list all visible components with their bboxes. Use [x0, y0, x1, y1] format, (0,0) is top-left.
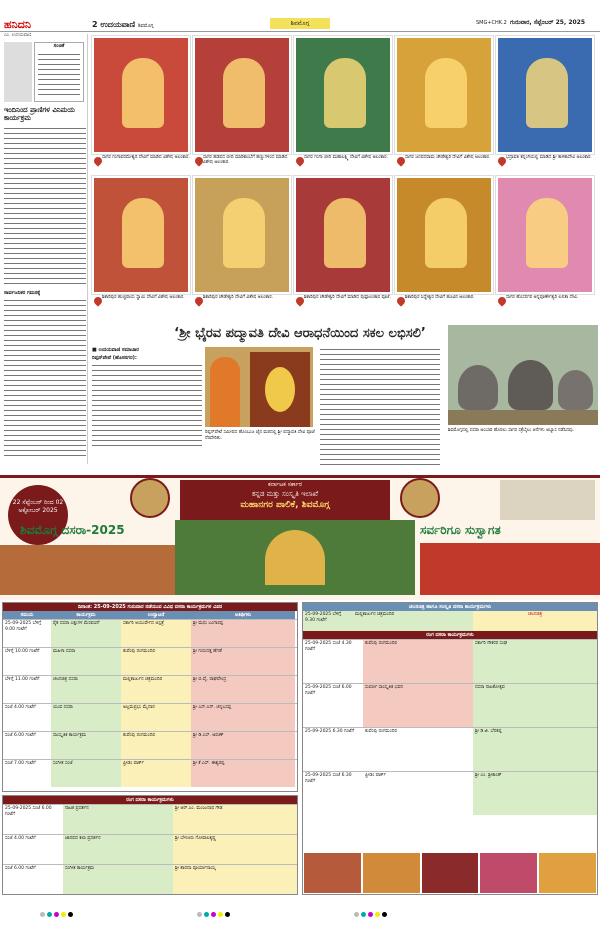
table-cell: ಕುವೆಂಪು ರಂಗಮಂದಿರ: [363, 640, 473, 683]
table-cell: ಮಲ್ಲಿಕಾರ್ಜುನ ಚಿತ್ರಮಂದಿರ: [121, 676, 191, 703]
article-text-2: [320, 347, 440, 465]
photo-caption: ಶಿಕಾರಿಪುರ ಚೌಡೇಶ್ವರಿ ದೇವಿಗೆ ಮಾಡಿದ ಪುಷ್ಪಾಲಂಕಾರ ಪೂಜೆ.: [304, 295, 391, 300]
table-cell: ಶ್ರೀ ಬೇಳೂರು ಗೋಪಾಲಕೃಷ್ಣ: [173, 835, 297, 864]
table-right-body: [303, 639, 597, 815]
table-row: [3, 675, 297, 703]
table-cell: ಸಾಂಸ್ಕೃತಿಕ ಕಾರ್ಯಕ್ರಮ: [51, 732, 121, 759]
photo-caption: ಸಾಗರ ಜನಪದರಾಮ ಚೌಡೇಶ್ವರಿ ದೇವಿಗೆ ವಿಶೇಷ ಅಲಂಕಾರ.: [405, 155, 491, 160]
table-cell: 25-09-2025 6.30 ಗಂಟೆಗೆ: [303, 728, 363, 771]
table-row: [3, 647, 297, 675]
table-header-cell: ಕಾರ್ಯಕ್ರಮ: [51, 611, 121, 619]
table-header-cell: ಸಮಯ: [3, 611, 51, 619]
brand-subtitle: ಎಂ. ಉದಯವಾಣಿ: [4, 33, 32, 38]
photo-caption: ಸಾಗರ ಹಡಪದ ಬೀದಿ ಮಾರಿಕಾಂಬೆಗೆ ಹಣ್ಣುಗಳಿಂದ ಮಾಡಿದ ವಿಶೇಷ ಅಲಂಕಾರ.: [203, 155, 288, 165]
article-column-1: [92, 347, 202, 448]
table-row: [303, 727, 597, 771]
deity-photo: [92, 176, 190, 294]
table-cell: ಶ್ರೀ ಗುರುದತ್ತ ಹೆಗಡೆ: [191, 648, 295, 675]
table-cell: ಶ್ರೀ ಡಿ.ಎಸ್. ಅರುಣ್: [191, 732, 295, 759]
events-table-left: [2, 602, 298, 792]
location-tag: ಶಿವಮೊಗ್ಗ: [270, 18, 330, 29]
photo-caption: ಶಿಕಾರಿಪುರ ಚೌಡೇಶ್ವರಿ ದೇವಿಗೆ ವಿಶೇಷ ಅಲಂಕಾರ.: [203, 295, 274, 300]
table-cell: ಶ್ರೀ ಶಾರದಾ ಪೂರ್ಯಾನಾಯ್ಕ: [173, 865, 297, 894]
left-section-title: ಇಂದಿನಿಂದ ಪ್ರಾಣಿಗಳ ವಿನಿಮಯ ಕಾರ್ಯಕ್ರಮ: [4, 106, 75, 122]
article-byline: ■ ಉದಯವಾಣಿ ಸಮಾಚಾರ: [92, 347, 139, 353]
sidebar-box-label: ಸಂಚಿಕೆ: [53, 43, 65, 49]
notice-text: [4, 298, 86, 458]
deity-photo: [496, 176, 594, 294]
deity-photo: [395, 36, 493, 154]
table-cell: ಸಂಜೆ 4.00 ಗಂಟೆಗೆ: [3, 835, 63, 864]
table-row: [3, 834, 297, 864]
table-cell: ಬೆಳಿಗ್ಗೆ 10.00 ಗಂಟೆಗೆ: [3, 648, 51, 675]
table-row: [3, 703, 297, 731]
table-left2-title: ರಂಗ ದಸರಾ ಕಾರ್ಯಕ್ರಮಗಳು: [3, 796, 297, 804]
table-row: [3, 619, 297, 647]
banner-photo-left: [0, 545, 175, 595]
table-right-photos: [303, 852, 597, 894]
page-number-line: [92, 20, 154, 30]
table-cell: ದಸರಾ ನಾಟಕೋತ್ಸವ: [473, 684, 597, 727]
table-right-subtitle: ರಂಗ ದಸರಾ ಕಾರ್ಯಕ್ರಮಗಳು: [303, 631, 597, 639]
photo-caption: ಸಾಗರ ಗಂಗಾಪರಮೇಶ್ವರಿ ದೇವಿಗೆ ಮಾಡಿದ ವಿಶೇಷ ಅಲಂಕಾರ.: [102, 155, 190, 160]
deity-photo: [496, 36, 594, 154]
article-text-1: [92, 363, 202, 448]
table-cell: 25-09-2025 ಸಂಜೆ 6.00 ಗಂಟೆಗೆ: [3, 805, 63, 834]
table-row: [3, 804, 297, 834]
table-cell: 25-09-2025 ಬೆಳಿಗ್ಗೆ 9.00 ಗಂಟೆಗೆ: [3, 620, 51, 647]
table-cell: ಜಾನಪದ ಕಲಾ ಪ್ರದರ್ಶನ: [63, 835, 173, 864]
table-header-cell: ಉದ್ಘಾಟನೆ: [121, 611, 191, 619]
table-left-header: [3, 611, 297, 619]
table-right-film-row: [303, 611, 597, 631]
table-row: [3, 759, 297, 787]
banner-welcome: ಸರ್ವರಿಗೂ ಸುಸ್ವಾಗತ: [420, 523, 501, 537]
page-header: [0, 0, 600, 38]
sidebar-box-text: [38, 52, 80, 97]
edition-code: SMG+CHK.2: [476, 20, 507, 26]
elephant-photo: [448, 325, 598, 425]
print-registration-marks: [40, 912, 600, 920]
paper-name: ಉದಯವಾಣಿ: [100, 20, 136, 29]
article-photo-caption: ರಿಪ್ಪನ್‌ಪೇಟೆ ಸಮೀಪದ ಹೊಂಬುಜ ಜೈನ ಮಠದಲ್ಲಿ ಶ್ರೀ ಪದ್ಮಾವತಿ ದೇವಿ ಪೂಜೆ ನೆರವೇರಿತು.: [205, 430, 315, 441]
table-cell: ಸಂಜೆ 6.00 ಗಂಟೆಗೆ: [3, 865, 63, 894]
table-cell: ಸಂಗೀತ ಸಂಜೆ: [51, 760, 121, 787]
deity-photo: [193, 176, 291, 294]
table-cell: 25-09-2025 ಸಂಜೆ 4.30 ಗಂಟೆಗೆ: [303, 640, 363, 683]
film-tag: ಚಲನಚಿತ್ರ: [473, 611, 597, 631]
article-headline: ‘ಶ್ರೀ ಭೈರವ ಪದ್ಮಾವತಿ ದೇವಿ ಆರಾಧನೆಯಿಂದ ಸಕಲ ಲಭಿಸಲಿ’: [174, 326, 426, 341]
table-cell: ರೈತ ದಸರಾ ಎತ್ತುಗಳ ಮೆರವಣಿಗೆ: [51, 620, 121, 647]
table-cell: ಶ್ರೀ ಆರ್.ಎಂ. ಮಂಜುನಾಥ ಗೌಡ: [173, 805, 297, 834]
article-dateline: ರಿಪ್ಪನ್‌ಪೇಟೆ (ಹೊಸನಗರ):: [92, 355, 137, 361]
paper-edition: ಶಿವಮೊಗ್ಗ: [137, 23, 154, 29]
table-cell: ಸಂಜೆ 7.00 ಗಂಟೆಗೆ: [3, 760, 51, 787]
table-cell: ಶ್ರೀ ಕೆ.ಎಸ್. ಈಶ್ವರಪ್ಪ: [191, 760, 295, 787]
photo-caption: ಭದ್ರಾವತಿ ಕನ್ನಂಗಿಯಲ್ಲಿ ಮಾಡಿದ ಶ್ರೀ ಕಾಳಿಕಾದೇವಿ ಅಲಂಕಾರ.: [506, 155, 592, 160]
table-cell: ಕುವೆಂಪು ರಂಗಮಂದಿರ: [121, 732, 191, 759]
table-cell: ಅಲ್ಲಮಪ್ರಭು ಮೈದಾನ: [121, 704, 191, 731]
elephant-caption: ಶಿವಮೊಗ್ಗದಲ್ಲಿ ದಸರಾ ಅಂಬಾರಿ ಹೊರಲು ಸಾಗರ ಸಕ್ರೆಬೈಲು ಆನೆಗಳು ಅಭ್ಯಾಸ ನಡೆಸಿದವು.: [448, 428, 575, 433]
table-cell: ಮಹಿಳಾ ದಸರಾ: [51, 648, 121, 675]
emblem-left-icon: [130, 478, 170, 518]
banner-photo-right: [420, 543, 600, 595]
table-cell: ನಾಟಕ ಪ್ರದರ್ಶನ: [63, 805, 173, 834]
table-row: [303, 771, 597, 815]
table-right-title: ಚಲನಚಿತ್ರ ಹಾಗೂ ಸಂಸ್ಕೃತಿ ದಸರಾ ಕಾರ್ಯಕ್ರಮಗಳು: [303, 603, 597, 611]
table-left2-body: [3, 804, 297, 894]
issue-date: ಗುರುವಾರ, ಸೆಪ್ಟೆಂಬರ್ 25, 2025: [510, 19, 586, 26]
table-row: [3, 864, 297, 894]
table-row: [3, 731, 297, 759]
banner-date-badge: 22 ಸೆಪ್ಟೆಂಬರ್ ರಿಂದ 02 ಅಕ್ಟೋಬರ್ 2025: [8, 485, 68, 545]
table-cell: ಬೆಳಿಗ್ಗೆ 11.00 ಗಂಟೆಗೆ: [3, 676, 51, 703]
sidebar-box: [34, 42, 84, 102]
building-photo: [500, 480, 595, 520]
table-cell: 25-09-2025 ಸಂಜೆ 6.00 ಗಂಟೆಗೆ: [303, 684, 363, 727]
table-cell: 25-09-2025 ಸಂಜೆ 6.30 ಗಂಟೆಗೆ: [303, 772, 363, 815]
deity-photo: [395, 176, 493, 294]
table-cell: ಕುವೆಂಪು ರಂಗಮಂದಿರ: [363, 728, 473, 771]
table-left-title: ದಿನಾಂಕ: 25-09-2025 ಗುರುವಾರ ನಡೆಯುವ ವಿವಿಧ ದಸರಾ ಕಾರ್ಯಕ್ರಮಗಳ ವಿವರ: [3, 603, 297, 611]
table-cell: ಚಲನಚಿತ್ರ ದಸರಾ: [51, 676, 121, 703]
photo-caption: ಸಾಗರ ಗಂಗಾ ಬೀದಿ ಮಹಾಲಕ್ಷ್ಮಿ ದೇವಿಗೆ ವಿಶೇಷ ಅಲಂಕಾರ.: [304, 155, 388, 160]
deity-photo: [92, 36, 190, 154]
table-cell: ಸಂಜೆ 4.00 ಗಂಟೆಗೆ: [3, 704, 51, 731]
photo-caption: ಶಿಕಾರಿಪುರ ಹುಚ್ಚರಾಯ ಸ್ವಾಮಿ ದೇವಿಗೆ ವಿಶೇಷ ಅಲಂಕಾರ.: [102, 295, 185, 300]
table-cell: ಯುವ ದಸರಾ: [51, 704, 121, 731]
table-cell: ಕುವೆಂಪು ರಂಗಮಂದಿರ: [121, 648, 191, 675]
table-cell: ಸರ್ಕಾರಿ ನೌಕರರ ಸಂಘ: [473, 640, 597, 683]
left-column: [4, 34, 88, 464]
deity-photo: [294, 36, 392, 154]
table-row: [303, 683, 597, 727]
table-row: [303, 639, 597, 683]
table-left-body: [3, 619, 297, 787]
table-cell: ಶ್ರೀ ಡಿ.ಜಿ. ಬೆನಕಪ್ಪ: [473, 728, 597, 771]
photo-caption: ಶಿಕಾರಿಪುರ ಸಿದ್ಧೇಶ್ವರ ದೇವಿಗೆ ಹೂವಿನ ಅಲಂಕಾರ.: [405, 295, 475, 300]
banner-org-block: [180, 480, 390, 522]
article-photo: [205, 347, 313, 427]
brand-logo: ಹನಿದನಿ: [4, 18, 31, 31]
table-cell: ಸರ್ಕಾರಿ ಆಯುರ್ವೇದ ಆಸ್ಪತ್ರೆ: [121, 620, 191, 647]
banner-org-line2: ಕನ್ನಡ ಮತ್ತು ಸಂಸ್ಕೃತಿ ಇಲಾಖೆ: [251, 490, 319, 498]
emblem-right-icon: [400, 478, 440, 518]
film-date: 25-09-2025 ಬೆಳಿಗ್ಗೆ 9.30 ಗಂಟೆಗೆ: [303, 611, 353, 631]
table-cell: ಸಂಗೀತ ಕಾರ್ಯಕ್ರಮ: [63, 865, 173, 894]
events-table-right: [302, 602, 598, 895]
banner-org-line1: ಕರ್ನಾಟಕ ಸರ್ಕಾರ: [267, 481, 303, 488]
table-cell: ಶ್ರೀ ಎಂ. ಶ್ರೀಕಾಂತ್: [473, 772, 597, 815]
photo-caption: ಸಾಗರ ಹೊಸನಗರ ಅನ್ನಪೂರ್ಣೇಶ್ವರಿ ಲಲಿತಾ ದೇವಿ.: [506, 295, 579, 300]
left-article-text: [4, 126, 86, 286]
table-cell: ಶ್ರೀ ಬಿ.ವೈ. ರಾಘವೇಂದ್ರ: [191, 676, 295, 703]
table-cell: ಸಂಜೆ 6.00 ಗಂಟೆಗೆ: [3, 732, 51, 759]
events-table-left2: [2, 795, 298, 895]
table-header-cell: ಅತಿಥಿಗಳು: [191, 611, 295, 619]
notice-title: ಸಾರ್ವಜನಿಕರ ಗಮನಕ್ಕೆ: [4, 290, 41, 296]
dasara-banner: [0, 475, 600, 600]
banner-org-line3: ಮಹಾನಗರ ಪಾಲಿಕೆ, ಶಿವಮೊಗ್ಗ: [240, 500, 330, 510]
film-venue: ಮಲ್ಲಿಕಾರ್ಜುನ ಚಿತ್ರಮಂದಿರ: [353, 611, 473, 631]
deity-photo: [294, 176, 392, 294]
page-number: 2: [92, 20, 98, 29]
table-cell: ಶ್ರೀ ಎಸ್.ಎನ್. ಚನ್ನಬಸಪ್ಪ: [191, 704, 295, 731]
table-cell: ಶ್ರೀ ಮಧು ಬಂಗಾರಪ್ಪ: [191, 620, 295, 647]
deity-photo: [193, 36, 291, 154]
photo-grid: [92, 36, 596, 316]
table-cell: ಸುವರ್ಣ ಸಾಂಸ್ಕೃತಿಕ ಭವನ: [363, 684, 473, 727]
brand-block: [4, 18, 82, 38]
sidebar-photo: [4, 42, 32, 102]
banner-center-photo: [175, 520, 415, 595]
banner-title: ಶಿವಮೊಗ್ಗ ದಸರಾ-2025: [20, 523, 125, 537]
table-cell: ಫ್ರೀಡಂ ಪಾರ್ಕ್: [363, 772, 473, 815]
table-cell: ಫ್ರೀಡಂ ಪಾರ್ಕ್: [121, 760, 191, 787]
